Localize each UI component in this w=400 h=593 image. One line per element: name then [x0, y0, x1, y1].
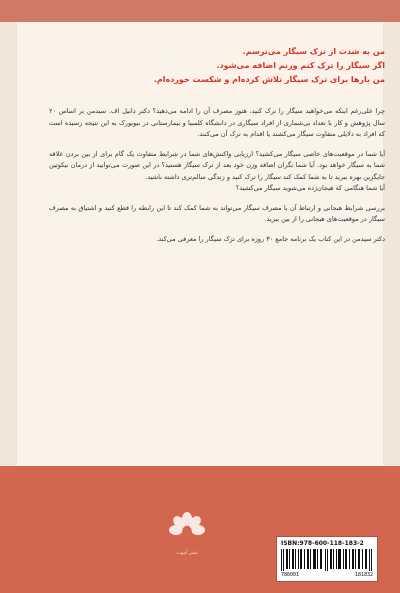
blurb-paragraph-5: دکتر سیدمن در این کتاب یک برنامه جامع ۳۰ روزه برای ترک سیگار را معرفی می‌کند. [156, 234, 385, 243]
barcode-icon [281, 549, 373, 571]
headline-block [45, 45, 385, 87]
publisher-logo-caption: نشر آموت [176, 550, 198, 556]
publisher-logo-icon [168, 510, 206, 550]
headline-line-1: من به شدت از ترک سیگار می‌ترسم. [242, 47, 385, 56]
blurb-text [49, 106, 385, 253]
blurb-paragraph-1: چرا علی‌رغم اینکه می‌خواهید سیگار را ترک کنید، هنوز مصرف آن را ادامه می‌دهید؟ دکتر دانیل اف. سیدمن بر اساس ۲۰ سال پژوهش و کار با تعداد بی‌شماری از افراد سیگاری در دانشگاه کلمبیا و بیمارستانی در نیویورک به این نتیجه رسیده است که افراد به دلایلی متفاوت سیگار می‌کشند یا اقدام به ترک آن می‌کنند. [49, 107, 385, 138]
barcode-digits-right: 181832 [354, 572, 373, 578]
headline-line-3: من بارها برای ترک سیگار تلاش کرده‌ام و شکست خورده‌ام. [153, 75, 385, 84]
blurb-paragraph-2: آیا شما در موقعیت‌های خاصی سیگار می‌کشید؟ ارزیابی واکنش‌های شما در شرایط متفاوت یک گام برای از بین بردن علاقه شما به سیگار خواهد بود. آیا شما نگران اضافه وزن خود بعد از ترک سیگار هستید؟ در این صورت می‌توانید از درمان نیکوتین جایگزین بهره ببرید تا به شما کمک کند سیگار را ترک کنید و زندگی سالم‌تری داشته باشید. [49, 149, 385, 181]
headline-line-2: اگر سیگار را ترک کنم وزنم اضافه می‌شود. [216, 61, 385, 70]
barcode-digits-left: 786001 [281, 572, 300, 578]
top-color-band [0, 0, 400, 22]
barcode-label [276, 536, 378, 582]
blurb-paragraph-4: بررسی شرایط هیجانی و ارتباط آن با مصرف سیگار می‌تواند به شما کمک کند تا این رابطه را قطع کنید و اشتیاق به مصرف سیگار در موقعیت‌های هیجانی را از بین ببرید. [49, 203, 385, 223]
barcode-digits [281, 572, 373, 578]
blurb-paragraph-3: آیا شما هنگامی که هیجان‌زده می‌شوید سیگار می‌کشید؟ [235, 184, 385, 192]
isbn-text: ISBN:978-600-118-183-2 [281, 540, 364, 547]
